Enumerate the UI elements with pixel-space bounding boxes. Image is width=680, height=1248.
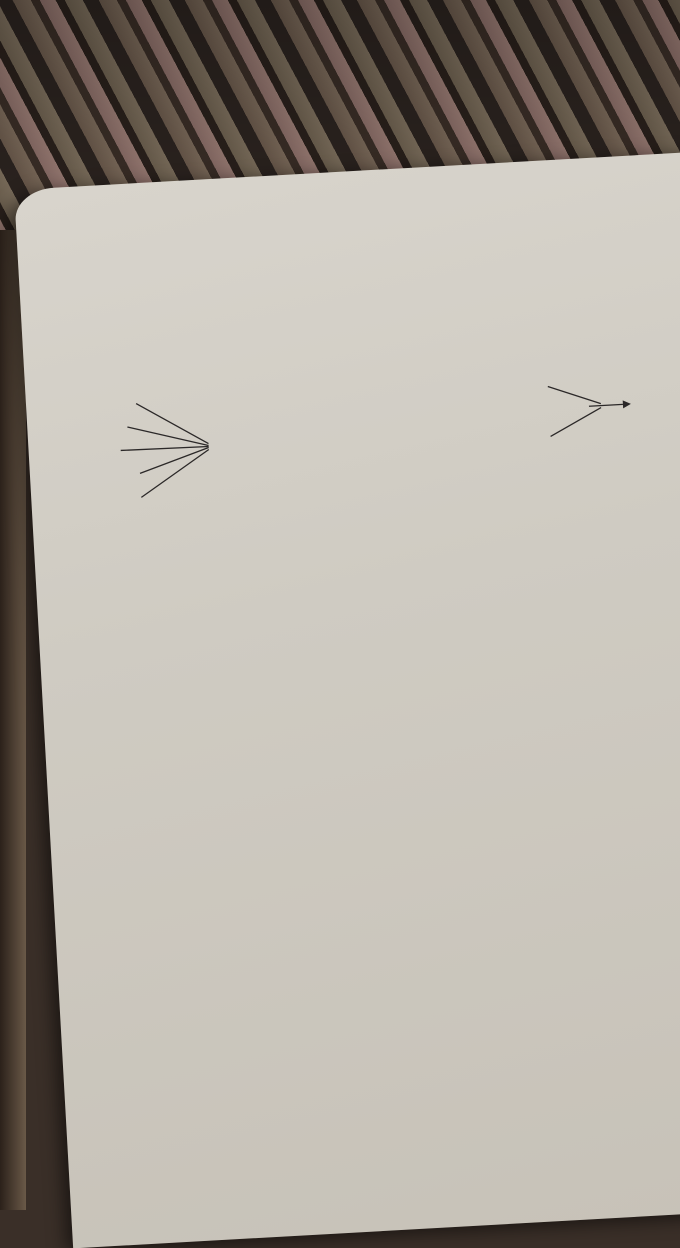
book-page [14,150,680,1248]
exercise-task [52,365,53,385]
exercise-task [63,557,64,577]
exercise-number [42,306,43,321]
exercise-task [64,589,65,609]
exercise-task [50,333,51,353]
page-text [42,261,680,616]
exercise-task [48,301,49,321]
exercise-number [57,561,58,576]
exercise-number [55,529,56,544]
book-spine-edge [0,230,26,1210]
exercise-heading-red [50,333,51,353]
exercise-number [59,593,60,608]
exercise-heading-red [61,525,62,545]
exercise-heading-red [63,557,64,577]
exercise-number [46,369,47,384]
exercise-task [61,525,62,545]
exercise-number [44,338,45,353]
